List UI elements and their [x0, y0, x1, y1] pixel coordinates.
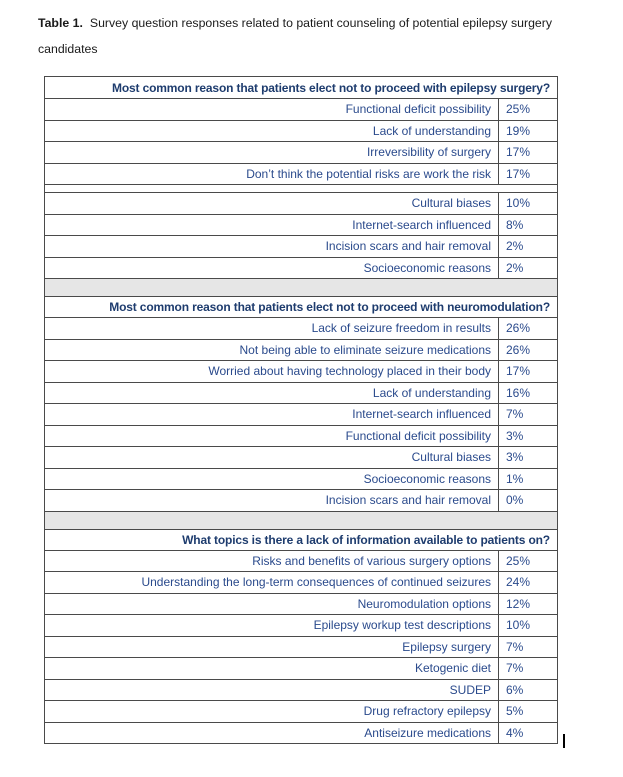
row-value: 7% — [498, 658, 557, 679]
row-label: Socioeconomic reasons — [363, 260, 491, 275]
row-value: 24% — [498, 572, 557, 593]
row-value: 3% — [498, 447, 557, 468]
table-row — [45, 141, 557, 163]
row-value: 5% — [498, 701, 557, 722]
row-label: SUDEP — [449, 682, 491, 697]
row-label: Don’t think the potential risks are work the risk — [246, 166, 491, 181]
row-label: Not being able to eliminate seizure medications — [239, 342, 491, 357]
section-header: Most common reason that patients elect not to proceed with neuromodulation? — [45, 296, 557, 317]
row-value: 25% — [498, 99, 557, 120]
row-value: 4% — [498, 723, 557, 744]
row-label: Incision scars and hair removal — [325, 239, 491, 254]
table-row — [45, 317, 557, 339]
row-value: 0% — [498, 490, 557, 511]
text-cursor — [563, 734, 565, 748]
row-value: 7% — [498, 637, 557, 658]
row-value: 17% — [498, 142, 557, 163]
section-header: What topics is there a lack of information available to patients on? — [45, 529, 557, 550]
table-row — [45, 257, 557, 279]
row-label: Epilepsy surgery — [402, 639, 491, 654]
row-label: Functional deficit possibility — [345, 102, 491, 117]
caption-line1 — [38, 10, 613, 36]
row-label: Incision scars and hair removal — [325, 493, 491, 508]
row-value: 12% — [498, 594, 557, 615]
survey-table — [44, 76, 558, 744]
row-label: Cultural biases — [411, 196, 491, 211]
table-row — [45, 700, 557, 722]
table-row — [45, 722, 557, 744]
row-label: Drug refractory epilepsy — [363, 704, 491, 719]
row-label: Cultural biases — [411, 450, 491, 465]
table-row — [45, 550, 557, 572]
section-header: Most common reason that patients elect not to proceed with epilepsy surgery? — [111, 80, 550, 95]
table-row — [45, 382, 557, 404]
row-label: Functional deficit possibility — [345, 428, 491, 443]
row-label: Internet-search influenced — [352, 217, 491, 232]
table-row — [45, 163, 557, 185]
table-row — [45, 425, 557, 447]
row-label: Worried about having technology placed in their body — [208, 364, 491, 379]
table-row — [45, 489, 557, 511]
row-value: 1% — [498, 469, 557, 490]
row-value: 16% — [498, 383, 557, 404]
row-label: Lack of understanding — [372, 385, 491, 400]
row-label: Antiseizure medications — [364, 725, 491, 740]
row-value: 17% — [498, 361, 557, 382]
row-label: Socioeconomic reasons — [363, 471, 491, 486]
caption-label: Table 1. — [38, 16, 83, 30]
table-row — [45, 360, 557, 382]
section-divider-row — [45, 511, 557, 529]
caption-text: Survey question responses related to patient counseling of potential epilepsy surgery — [89, 16, 552, 30]
row-label: Irreversibility of surgery — [366, 145, 491, 160]
row-value: 26% — [498, 340, 557, 361]
table-row — [45, 679, 557, 701]
table-row — [45, 614, 557, 636]
row-value: 10% — [498, 615, 557, 636]
row-label: Neuromodulation options — [357, 596, 491, 611]
empty-spacer-row — [45, 184, 557, 192]
table-row — [45, 98, 557, 120]
row-label: Lack of seizure freedom in results — [311, 321, 491, 336]
table-row — [45, 192, 557, 214]
row-value: 8% — [498, 215, 557, 236]
row-value: 2% — [498, 236, 557, 257]
row-label: Epilepsy workup test descriptions — [313, 618, 491, 633]
table-row — [45, 235, 557, 257]
table-row — [45, 214, 557, 236]
table-row — [45, 571, 557, 593]
table-row — [45, 446, 557, 468]
row-value: 2% — [498, 258, 557, 279]
row-label: Understanding the long-term consequences of continued seizures — [141, 575, 491, 590]
table-row — [45, 468, 557, 490]
row-label: Ketogenic diet — [414, 661, 491, 676]
row-label: Internet-search influenced — [352, 407, 491, 422]
row-value: 19% — [498, 121, 557, 142]
row-value: 6% — [498, 680, 557, 701]
row-value: 17% — [498, 164, 557, 185]
row-label: Lack of understanding — [372, 123, 491, 138]
row-value: 7% — [498, 404, 557, 425]
table-row — [45, 339, 557, 361]
table-row — [45, 593, 557, 615]
table-row — [45, 657, 557, 679]
table-row — [45, 120, 557, 142]
table-row — [45, 403, 557, 425]
caption-line2: candidates — [38, 42, 98, 56]
row-label: Risks and benefits of various surgery options — [252, 553, 491, 568]
row-value: 10% — [498, 193, 557, 214]
row-value: 26% — [498, 318, 557, 339]
section-divider-row — [45, 278, 557, 296]
table-caption — [38, 10, 613, 62]
row-value: 25% — [498, 551, 557, 572]
row-value: 3% — [498, 426, 557, 447]
table-row — [45, 636, 557, 658]
